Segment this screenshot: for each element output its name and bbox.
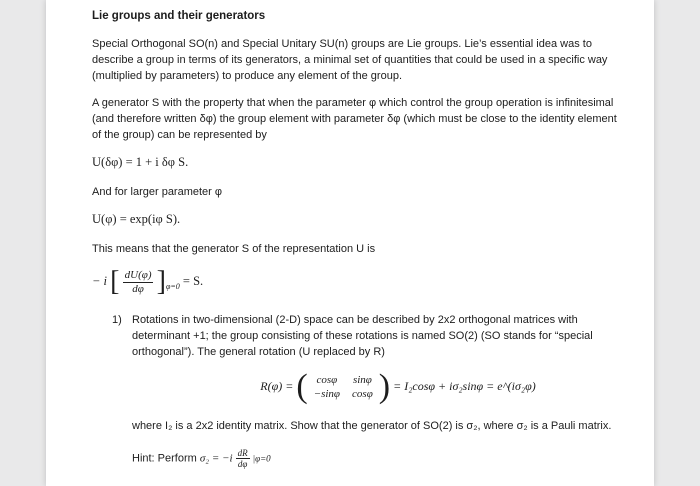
hint-equation: σ₂ = −i <box>199 452 233 465</box>
hint-denominator: dφ <box>237 459 248 469</box>
matrix-cell: sinφ <box>352 374 372 386</box>
equation-rotation <box>172 370 624 404</box>
problem-list <box>92 312 624 469</box>
document-page <box>46 0 654 486</box>
derivative-fraction <box>123 269 154 296</box>
eq3-result: = S. <box>182 273 204 288</box>
eq3-prefix: − i <box>92 273 108 288</box>
hint-label: Hint: Perform <box>132 452 197 465</box>
matrix-left-paren: ( <box>296 368 308 405</box>
hint-subscript: |φ=0 <box>252 453 271 464</box>
hint-line <box>132 448 624 469</box>
matrix-cell: cosφ <box>352 388 373 400</box>
matrix-right-paren: ) <box>378 368 391 405</box>
hint-fraction <box>236 448 250 469</box>
list-item-number: 1) <box>112 314 122 326</box>
list-item-text: Rotations in two-dimensional (2-D) space can be described by 2x2 orthogonal matrices with determinant +1; the group consisting of these rotations is named SO(2) (SO stands for “special orthogonal”). The general rotation (U replaced by R) <box>132 314 593 358</box>
derivative-denominator: dφ <box>132 282 144 295</box>
equation-exponential: U(φ) = exp(iφ S). <box>92 212 181 226</box>
document-title: Lie groups and their generators <box>92 10 266 22</box>
document-content <box>92 8 624 469</box>
paragraph-identity: where I₂ is a 2x2 identity matrix. Show that the generator of SO(2) is σ₂, where σ₂ is a Pauli matrix. <box>132 420 612 432</box>
matrix-cell: −sinφ <box>313 388 341 400</box>
paragraph-generator-def: This means that the generator S of the representation U is <box>92 243 376 255</box>
matrix-table <box>308 373 379 401</box>
rotation-rhs: = I₂cosφ + iσ₂sinφ = e^(iσ₂φ) <box>393 378 536 393</box>
paragraph-larger-parameter: And for larger parameter φ <box>92 186 223 198</box>
matrix-cell: cosφ <box>316 374 338 386</box>
paragraph-intro: Special Orthogonal SO(n) and Special Unitary SU(n) groups are Lie groups. Lie’s essential idea was to describe a group in terms of its generators, a minimal set of quantities that could be used in a specific way (multiplied by parameters) to produce any element of the group. <box>92 38 608 82</box>
equation-generator-derivative <box>92 268 624 296</box>
eq3-subscript: φ=0 <box>165 281 180 291</box>
rotation-matrix <box>296 370 390 404</box>
left-bracket: [ <box>110 266 120 297</box>
derivative-numerator: dU(φ) <box>124 268 152 281</box>
hint-numerator: dR <box>237 448 248 458</box>
paragraph-generator: A generator S with the property that when the parameter φ which control the group operation is infinitesimal (and therefore written δφ) the group element with parameter δφ (which must be close to the identity element of the group) can be represented by <box>92 97 617 141</box>
equation-infinitesimal: U(δφ) = 1 + i δφ S. <box>92 155 189 169</box>
right-bracket: ] <box>156 266 166 297</box>
rotation-lhs: R(φ) = <box>260 378 294 393</box>
